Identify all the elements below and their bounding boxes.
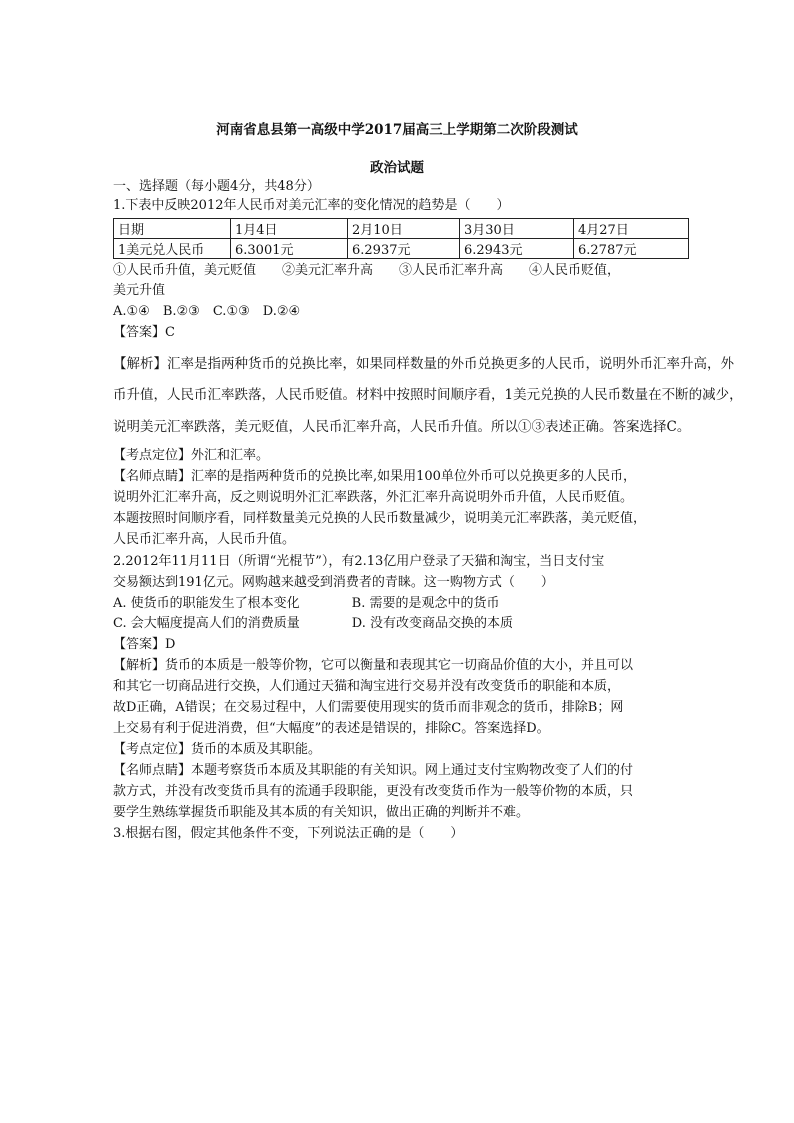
table-header-row [114,219,689,239]
table-cell: 4月27日 [574,219,689,239]
q1-comment-line: 【名师点睛】汇率的是指两种货币的兑换比率,如果用100单位外币可以兑换更多的人民币， [113,469,636,484]
table-cell: 6.3001元 [231,239,348,259]
q1-analysis-line: 币升值，人民币汇率跌落，人民币贬值。材料中按照时间顺序看，1美元兑换的人民币数量在不断的减少， [113,387,743,403]
section-heading: 一、选择题（每小题4分，共48分） [113,179,320,194]
q1-comment-line: 本题按照时间顺序看，同样数量美元兑换的人民币数量减少，说明美元汇率跌落，美元贬值， [113,511,647,526]
document-title: 河南省息县第一高级中学2017届高三上学期第二次阶段测试 [216,122,578,138]
q2-point: 【考点定位】货币的本质及其职能。 [113,742,322,757]
q2-stem-line: 交易额达到191亿元。网购越来越受到消费者的青睐。这一购物方式（ ） [113,575,554,590]
q1-options-line-1: ①人民币升值，美元贬值 ②美元汇率升高 ③人民币汇率升高 ④人民币贬值， [113,263,621,278]
q2-comment-line: 【名师点睛】本题考察货币本质及其职能的有关知识。网上通过支付宝购物改变了人们的付 [113,763,634,778]
q2-option-line: C. 会大幅度提高人们的消费质量 D. 没有改变商品交换的本质 [113,616,513,631]
q1-comment-line: 人民币汇率升高，人民币升值。 [113,532,296,547]
exchange-rate-table [113,218,689,259]
table-cell: 2月10日 [348,219,460,239]
q2-analysis-line: 【解析】货币的本质是一般等价物，它可以衡量和表现其它一切商品价值的大小，并且可以 [113,658,634,673]
q2-stem-line: 2.2012年11月11日（所谓“光棍节”），有2.13亿用户登录了天猫和淘宝，当日支付宝 [113,554,605,569]
q1-analysis-line: 【解析】汇率是指两种货币的兑换比率，如果同样数量的外币兑换更多的人民币，说明外币汇率升高，外 [113,356,734,372]
table-cell: 1美元兑人民币 [114,239,231,259]
document-subtitle: 政治试题 [370,160,424,176]
q2-comment-line: 款方式，并没有改变货币具有的流通手段职能，更没有改变货币作为一般等价物的本质，只 [113,784,634,799]
q2-comment-line: 要学生熟练掌握货币职能及其本质的有关知识，做出正确的判断并不难。 [113,805,530,820]
q1-stem: 1.下表中反映2012年人民币对美元汇率的变化情况的趋势是（ ） [113,198,510,213]
q2-analysis-line: 上交易有利于促进消费，但“大幅度”的表述是错误的，排除C。答案选择D。 [113,721,550,736]
table-cell: 6.2787元 [574,239,689,259]
table-cell: 1月4日 [231,219,348,239]
table-cell: 日期 [114,219,231,239]
q3-stem: 3.根据右图，假定其他条件不变，下列说法正确的是（ ） [113,826,464,841]
q1-options-line-2: 美元升值 [113,283,166,298]
q1-choices: A.①④ B.②③ C.①③ D.②④ [113,304,301,319]
table-row [114,239,689,259]
q2-analysis-line: 故D正确，A错误；在交易过程中，人们需要使用现实的货币而非观念的货币，排除B；网 [113,700,624,715]
table-cell: 6.2943元 [460,239,574,259]
q2-analysis-line: 和其它一切商品进行交换，人们通过天猫和淘宝进行交易并没有改变货币的职能和本质， [113,679,621,694]
q1-answer: 【答案】C [113,325,175,340]
table-cell: 6.2937元 [348,239,460,259]
q1-point: 【考点定位】外汇和汇率。 [113,448,270,463]
q2-answer: 【答案】D [113,637,176,652]
q2-option-line: A. 使货币的职能发生了根本变化 B. 需要的是观念中的货币 [113,596,500,611]
q1-analysis-line: 说明美元汇率跌落，美元贬值，人民币汇率升高，人民币升值。所以①③表述正确。答案选择C。 [113,419,691,435]
table-cell: 3月30日 [460,219,574,239]
q1-comment-line: 说明外汇汇率升高，反之则说明外汇汇率跌落，外汇汇率升高说明外币升值，人民币贬值。 [113,490,634,505]
